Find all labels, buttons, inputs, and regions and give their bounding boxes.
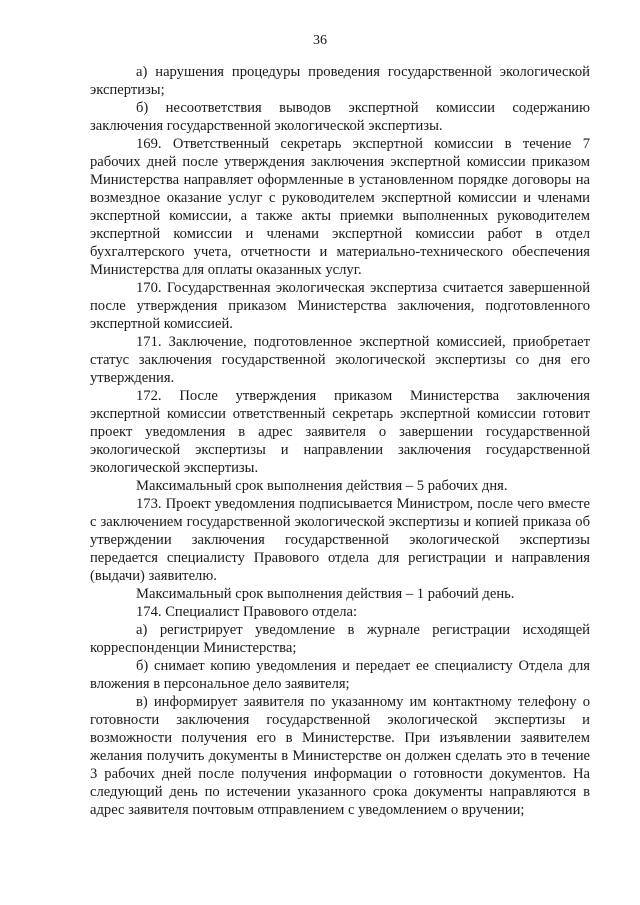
item-b-inconsistency: б) несоответствия выводов экспертной комиссии содержанию заключения государственной экологической экспертизы. bbox=[90, 100, 590, 134]
page-number: 36 bbox=[313, 33, 327, 48]
clause-171: 171. Заключение, подготовленное экспертной комиссией, приобретает статус заключения государственной экологической экспертизы со дня его утверждения. bbox=[90, 334, 590, 386]
clause-173: 173. Проект уведомления подписывается Министром, после чего вместе с заключением государственной экологической экспертизы и копией приказа об утверждении заключения государственной экологической экспертизы передается специалисту Правового отдела для регистрации и направления (выдачи) заявителю. bbox=[90, 496, 590, 584]
clause-174: 174. Специалист Правового отдела: bbox=[136, 604, 358, 620]
max-term-5-days: Максимальный срок выполнения действия – 5 рабочих дня. bbox=[136, 478, 508, 494]
item-b-copies: б) снимает копию уведомления и передает ее специалисту Отдела для вложения в персональное дело заявителя; bbox=[90, 658, 590, 692]
clause-169: 169. Ответственный секретарь экспертной комиссии в течение 7 рабочих дней после утверждения заключения экспертной комиссии приказом Министерства направляет оформленные в установленном порядке договоры на возмездное оказание услуг с руководителем экспертной комиссии и членами экспертной комиссии, а также акты приемки выполненных руководителем экспертной комиссии и членами экспертной комиссии работ в отдел бухгалтерского учета, отчетности и материально-технического обеспечения Министерства для оплаты оказанных услуг. bbox=[90, 136, 590, 278]
max-term-1-day: Максимальный срок выполнения действия – 1 рабочий день. bbox=[136, 586, 515, 602]
item-v-informs: в) информирует заявителя по указанному им контактному телефону о готовности заключения государственной экологической экспертизы и возможности получения его в Министерстве. При изъявлении заявителем желания получить документы в Министерстве он должен сделать это в течение 3 рабочих дней после получения информации о готовности документов. На следующий день по истечении указанного срока документы направляются в адрес заявителя почтовым отправлением с уведомлением о вручении; bbox=[90, 694, 590, 818]
item-a-violations: а) нарушения процедуры проведения государственной экологической экспертизы; bbox=[90, 64, 590, 98]
item-a-registers: а) регистрирует уведомление в журнале регистрации исходящей корреспонденции Министерства; bbox=[90, 622, 590, 656]
clause-172: 172. После утверждения приказом Министерства заключения экспертной комиссии ответственный секретарь экспертной комиссии готовит проект уведомления в адрес заявителя о завершении государственной экологической экспертизы и направлении заключения государственной экологической экспертизы. bbox=[90, 388, 590, 476]
clause-170: 170. Государственная экологическая экспертиза считается завершенной после утверждения приказом Министерства заключения, подготовленного экспертной комиссией. bbox=[90, 280, 590, 332]
document-body bbox=[90, 63, 590, 819]
